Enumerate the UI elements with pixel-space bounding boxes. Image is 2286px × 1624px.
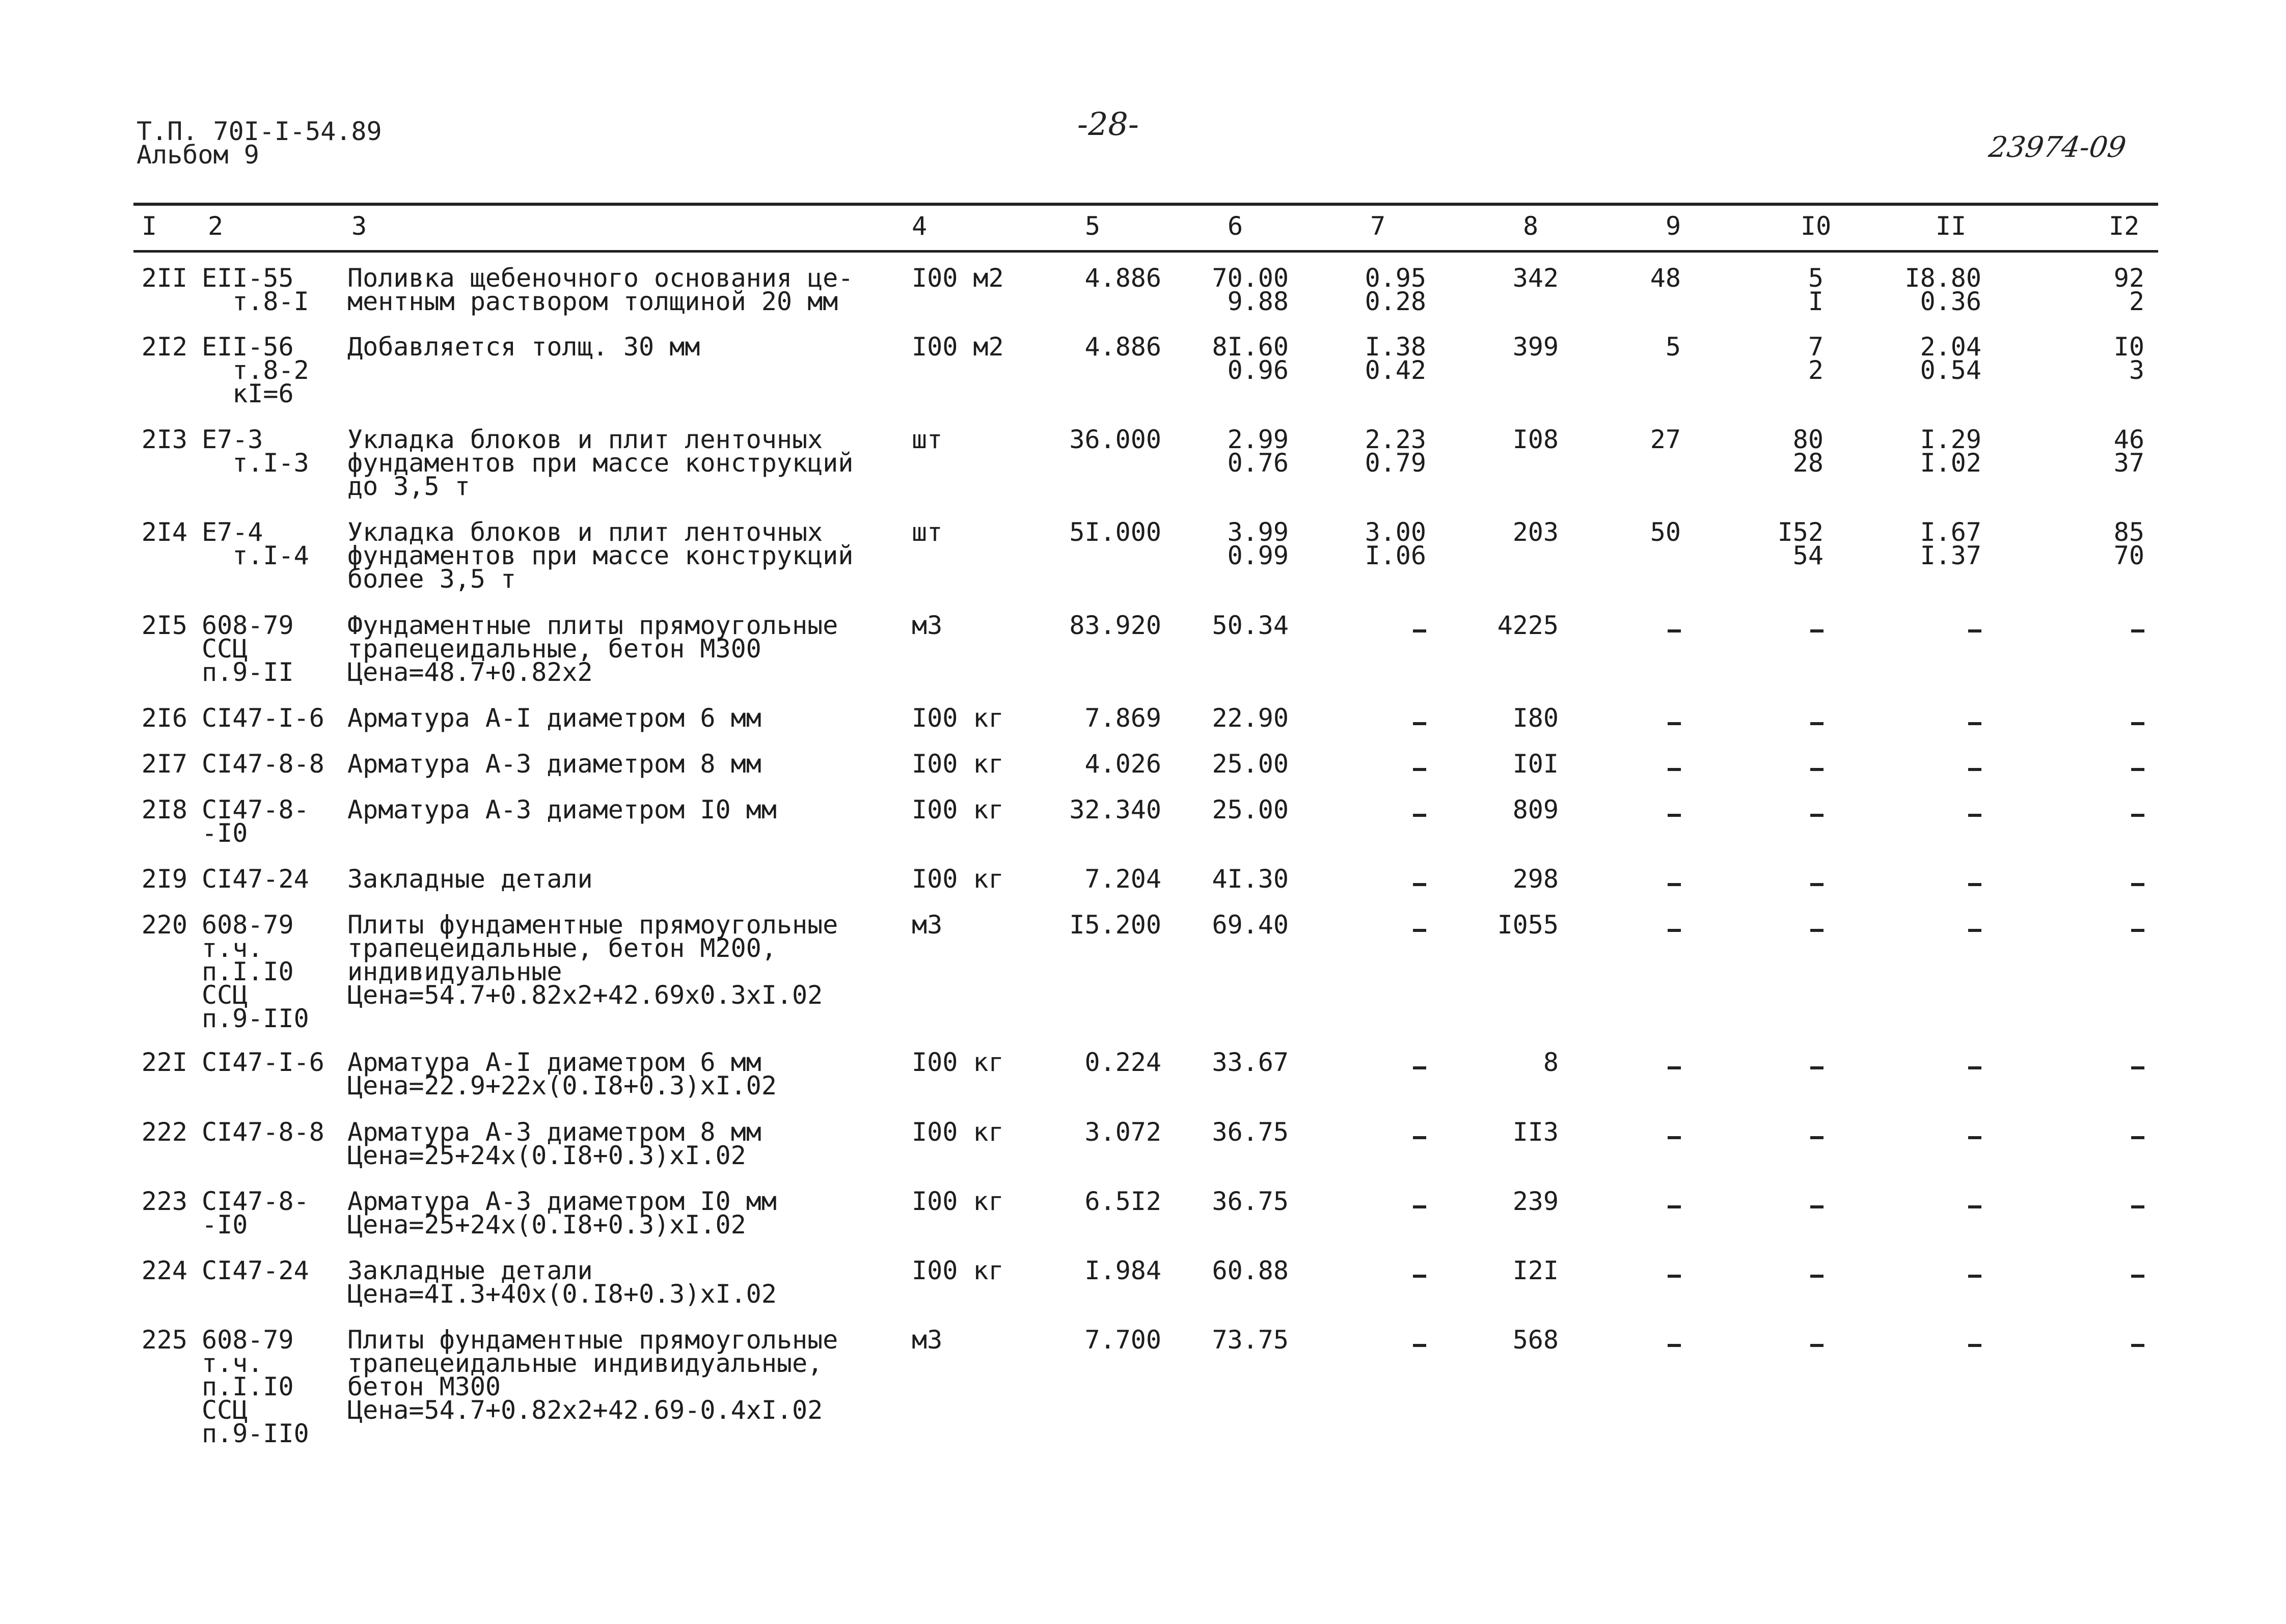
cell-row-number: 2I6 [141,703,187,733]
cell-col-11 [1885,1120,1981,1151]
cell-total-cost: 239 [1512,1187,1559,1216]
cell-col-10 [1752,1190,1824,1220]
cell-unit: I00 м2 [912,263,1004,293]
dash-mark [1413,1205,1426,1208]
column-header: 8 [1523,211,1539,241]
cell-col-12 [2078,614,2144,644]
cell-col-10 [1752,1120,1824,1151]
dash-mark [1413,1275,1426,1278]
cell-col-12 [2078,1259,2144,1289]
cell-quantity: 83.920 [1069,611,1161,640]
cell-col-11 [1885,614,1981,644]
cell-col-11 [1885,913,1981,944]
cell-quantity: 4.026 [1084,749,1161,779]
dash-mark [1413,768,1426,771]
dash-mark [1413,629,1426,632]
dash-mark [1668,1136,1681,1139]
cell-norm-code: 608-79 т.ч. п.I.I0 ССЦ п.9-II0 [202,1325,309,1448]
cell-col-12 [2078,798,2144,829]
dash-mark [2131,1136,2144,1139]
cell-col-10: 7 2 [1808,332,1824,385]
column-header: 7 [1370,211,1386,241]
column-header: I0 [1801,211,1832,241]
cell-unit-cost: 2.99 0.76 [1227,425,1289,478]
cell-col-12 [2078,913,2144,944]
table-top-rule [133,203,2158,206]
cell-total-cost: 399 [1512,332,1559,362]
cell-total-cost: 809 [1512,795,1559,824]
cell-unit: I00 м2 [912,332,1004,362]
cell-row-number: 22I [141,1048,187,1077]
cell-col-12: 46 37 [2113,425,2144,478]
dash-mark [1810,1136,1824,1139]
cell-row-number: 222 [141,1117,187,1147]
column-header: 9 [1666,211,1681,241]
cell-col-11: I8.80 0.36 [1904,263,1981,316]
dash-mark [1968,883,1981,886]
cell-unit: I00 кг [912,1117,1004,1147]
dash-mark [1968,722,1981,725]
dash-mark [1968,1066,1981,1069]
cell-labor-cost [1335,867,1426,898]
cell-work-description: Плиты фундаментные прямоугольные трапецеидальные индивидуальные, бетон М300 Цена=54.7+0.82х2+42.69-0.4хI.02 [347,1325,838,1425]
cell-total-cost: II3 [1512,1117,1559,1147]
cell-col-10 [1752,1328,1824,1359]
cell-work-description: Арматура А-3 диаметром I0 мм Цена=25+24х(0.I8+0.3)хI.02 [347,1187,777,1240]
cell-unit-cost: 36.75 [1212,1117,1289,1147]
cell-norm-code: EII-56 т.8-2 кI=6 [202,332,309,408]
dash-mark [1668,883,1681,886]
cell-col-12: 85 70 [2113,517,2144,570]
cell-col-9 [1610,752,1681,783]
cell-total-cost: 4225 [1497,611,1559,640]
cell-unit: I00 кг [912,749,1004,779]
cell-row-number: 2I9 [141,864,187,894]
cell-col-11 [1885,798,1981,829]
cell-col-10: 5 I [1808,263,1824,316]
cell-row-number: 220 [141,910,187,940]
dash-mark [1810,1066,1824,1069]
dash-mark [1668,1344,1681,1347]
cell-quantity: 32.340 [1069,795,1161,824]
page-number: -28- [1077,105,1139,143]
cell-unit-cost: 4I.30 [1212,864,1289,894]
cell-norm-code: E7-4 т.I-4 [202,517,309,570]
cell-work-description: Укладка блоков и плит ленточных фундаментов при массе конструкций более 3,5 т [347,517,854,594]
column-header: 3 [351,211,367,241]
dash-mark [2131,814,2144,817]
cell-col-9 [1610,1259,1681,1289]
cell-norm-code: 608-79 т.ч. п.I.I0 ССЦ п.9-II0 [202,910,309,1033]
dash-mark [1968,1205,1981,1208]
dash-mark [1810,722,1824,725]
cell-total-cost: 342 [1512,263,1559,293]
cell-row-number: 2I5 [141,611,187,640]
cell-col-12: I0 3 [2113,332,2144,385]
cell-row-number: 2I7 [141,749,187,779]
cell-col-11: 2.04 0.54 [1920,332,1981,385]
column-header: I [142,211,157,241]
dash-mark [1668,1066,1681,1069]
header-bottom-rule [133,250,2158,253]
dash-mark [2131,1275,2144,1278]
cell-col-12 [2078,1328,2144,1359]
cell-col-9 [1610,706,1681,737]
cell-col-11 [1885,1190,1981,1220]
column-header: 5 [1085,211,1101,241]
cell-col-10 [1752,913,1824,944]
dash-mark [2131,1066,2144,1069]
dash-mark [2131,929,2144,932]
dash-mark [1668,768,1681,771]
cell-unit: м3 [912,910,943,940]
cell-col-10 [1752,752,1824,783]
cell-unit-cost: 25.00 [1212,749,1289,779]
cell-unit-cost: 33.67 [1212,1048,1289,1077]
dash-mark [1968,768,1981,771]
dash-mark [1413,722,1426,725]
dash-mark [1668,1275,1681,1278]
cell-norm-code: CI47-24 [202,864,309,894]
cell-unit: I00 кг [912,703,1004,733]
dash-mark [1413,1344,1426,1347]
cell-norm-code: CI47-24 [202,1256,309,1285]
cell-norm-code: EII-55 т.8-I [202,263,309,316]
cell-total-cost: I0I [1512,749,1559,779]
dash-mark [1413,814,1426,817]
cell-unit-cost: 8I.60 0.96 [1212,332,1289,385]
dash-mark [1413,1066,1426,1069]
cell-labor-cost: 3.00 I.06 [1365,517,1426,570]
dash-mark [1810,768,1824,771]
cell-work-description: Добавляется толщ. 30 мм [347,332,700,362]
cell-norm-code: 608-79 ССЦ п.9-II [202,611,294,687]
dash-mark [1968,929,1981,932]
cell-norm-code: CI47-I-6 [202,1048,324,1077]
cell-quantity: 3.072 [1084,1117,1161,1147]
cell-col-9: 50 [1650,517,1681,547]
cell-col-12: 92 2 [2113,263,2144,316]
dash-mark [2131,722,2144,725]
column-header: 6 [1228,211,1243,241]
cell-unit: I00 кг [912,1256,1004,1285]
cell-unit: I00 кг [912,1187,1004,1216]
cell-col-12 [2078,706,2144,737]
cell-unit: м3 [912,1325,943,1355]
cell-work-description: Плиты фундаментные прямоугольные трапецеидальные, бетон М200, индивидуальные Цена=54.7+0.82х2+42.69х0.3хI.02 [347,910,838,1010]
cell-col-10 [1752,706,1824,737]
cell-col-10: 80 28 [1792,425,1824,478]
cell-unit-cost: 25.00 [1212,795,1289,824]
cell-col-9 [1610,1328,1681,1359]
cell-total-cost: I80 [1512,703,1559,733]
cell-unit: I00 кг [912,795,1004,824]
cell-unit-cost: 73.75 [1212,1325,1289,1355]
dash-mark [1810,1205,1824,1208]
cell-unit: I00 кг [912,1048,1004,1077]
dash-mark [1810,883,1824,886]
cell-work-description: Арматура А-I диаметром 6 мм Цена=22.9+22х(0.I8+0.3)хI.02 [347,1048,777,1100]
dash-mark [2131,1205,2144,1208]
cell-quantity: 0.224 [1084,1048,1161,1077]
dash-mark [1810,814,1824,817]
cell-labor-cost: I.38 0.42 [1365,332,1426,385]
album-label: Альбом 9 [137,140,259,170]
cell-total-cost: I055 [1497,910,1559,940]
column-header: 4 [912,211,928,241]
cell-work-description: Поливка щебеночного основания це- ментным раствором толщиной 20 мм [347,263,854,316]
cell-col-10 [1752,1259,1824,1289]
dash-mark [1668,929,1681,932]
dash-mark [1810,929,1824,932]
document-code: Т.П. 70I-I-54.89 [137,117,382,146]
dash-mark [2131,629,2144,632]
cell-col-9: 48 [1650,263,1681,293]
cell-work-description: Закладные детали [347,864,593,894]
cell-unit: I00 кг [912,864,1004,894]
cell-norm-code: CI47-8- -I0 [202,1187,309,1240]
cell-col-12 [2078,1051,2144,1081]
cell-labor-cost [1335,1328,1426,1359]
cell-norm-code: E7-3 т.I-3 [202,425,309,478]
column-header: I2 [2109,211,2140,241]
cell-col-11: I.67 I.37 [1920,517,1981,570]
cell-total-cost: 8 [1543,1048,1559,1077]
cell-col-9 [1610,867,1681,898]
cell-col-9: 5 [1665,332,1681,362]
cell-col-9 [1610,1190,1681,1220]
dash-mark [1810,1275,1824,1278]
dash-mark [1413,1136,1426,1139]
cell-col-11: I.29 I.02 [1920,425,1981,478]
dash-mark [1668,629,1681,632]
cell-labor-cost [1335,1051,1426,1081]
cell-unit: м3 [912,611,943,640]
cell-col-10 [1752,614,1824,644]
cell-work-description: Укладка блоков и плит ленточных фундаментов при массе конструкций до 3,5 т [347,425,854,501]
cell-labor-cost [1335,752,1426,783]
cell-row-number: 2I8 [141,795,187,824]
dash-mark [1810,1344,1824,1347]
cell-work-description: Арматура А-I диаметром 6 мм [347,703,761,733]
cell-work-description: Арматура А-3 диаметром 8 мм Цена=25+24х(0.I8+0.3)хI.02 [347,1117,761,1170]
cell-col-11 [1885,1051,1981,1081]
cell-row-number: 223 [141,1187,187,1216]
cell-norm-code: CI47-I-6 [202,703,324,733]
cell-quantity: 7.700 [1084,1325,1161,1355]
cell-unit-cost: 70.00 9.88 [1212,263,1289,316]
dash-mark [1413,929,1426,932]
cell-col-10 [1752,867,1824,898]
dash-mark [1968,629,1981,632]
cell-total-cost: 298 [1512,864,1559,894]
cell-row-number: 225 [141,1325,187,1355]
dash-mark [1810,629,1824,632]
cell-col-10: I52 54 [1777,517,1824,570]
cell-quantity: 5I.000 [1069,517,1161,547]
cell-quantity: 36.000 [1069,425,1161,454]
cell-col-11 [1885,1328,1981,1359]
cell-col-12 [2078,867,2144,898]
cell-col-11 [1885,752,1981,783]
cell-col-10 [1752,798,1824,829]
cell-labor-cost [1335,1259,1426,1289]
archive-code: 23974-09 [1986,131,2128,164]
cell-col-9 [1610,1051,1681,1081]
dash-mark [2131,1344,2144,1347]
cell-col-9 [1610,614,1681,644]
cell-row-number: 2I3 [141,425,187,454]
cell-labor-cost: 2.23 0.79 [1365,425,1426,478]
cell-unit-cost: 60.88 [1212,1256,1289,1285]
cell-total-cost: I08 [1512,425,1559,454]
dash-mark [2131,768,2144,771]
dash-mark [1968,814,1981,817]
cell-col-11 [1885,1259,1981,1289]
cell-quantity: 4.886 [1084,263,1161,293]
dash-mark [1668,1205,1681,1208]
cell-quantity: 6.5I2 [1084,1187,1161,1216]
cell-unit: шт [912,517,943,547]
cell-col-9 [1610,1120,1681,1151]
dash-mark [1968,1344,1981,1347]
dash-mark [1668,814,1681,817]
cell-unit-cost: 36.75 [1212,1187,1289,1216]
cell-quantity: 4.886 [1084,332,1161,362]
cell-labor-cost: 0.95 0.28 [1365,263,1426,316]
cell-quantity: I.984 [1084,1256,1161,1285]
dash-mark [1968,1275,1981,1278]
cell-col-9: 27 [1650,425,1681,454]
cell-labor-cost [1335,798,1426,829]
cell-row-number: 224 [141,1256,187,1285]
cell-total-cost: I2I [1512,1256,1559,1285]
cell-work-description: Арматура А-3 диаметром 8 мм [347,749,761,779]
cell-total-cost: 203 [1512,517,1559,547]
cell-norm-code: CI47-8-8 [202,749,324,779]
cell-total-cost: 568 [1512,1325,1559,1355]
cell-col-11 [1885,867,1981,898]
cell-quantity: I5.200 [1069,910,1161,940]
column-header: II [1936,211,1967,241]
cell-col-11 [1885,706,1981,737]
cell-unit-cost: 3.99 0.99 [1227,517,1289,570]
cell-row-number: 2I4 [141,517,187,547]
cell-col-12 [2078,1120,2144,1151]
cell-row-number: 2II [141,263,187,293]
cell-labor-cost [1335,913,1426,944]
dash-mark [1968,1136,1981,1139]
cell-unit: шт [912,425,943,454]
cell-quantity: 7.869 [1084,703,1161,733]
cell-unit-cost: 69.40 [1212,910,1289,940]
cell-work-description: Фундаментные плиты прямоугольные трапецеидальные, бетон М300 Цена=48.7+0.82х2 [347,611,838,687]
cell-col-9 [1610,798,1681,829]
cell-row-number: 2I2 [141,332,187,362]
cell-norm-code: CI47-8- -I0 [202,795,309,848]
cell-unit-cost: 22.90 [1212,703,1289,733]
cell-labor-cost [1335,614,1426,644]
cell-work-description: Закладные детали Цена=4I.3+40х(0.I8+0.3)хI.02 [347,1256,777,1309]
cell-unit-cost: 50.34 [1212,611,1289,640]
cell-quantity: 7.204 [1084,864,1161,894]
cell-col-12 [2078,752,2144,783]
cell-norm-code: CI47-8-8 [202,1117,324,1147]
cell-col-9 [1610,913,1681,944]
dash-mark [1413,883,1426,886]
cell-work-description: Арматура А-3 диаметром I0 мм [347,795,777,824]
cell-col-10 [1752,1051,1824,1081]
cell-labor-cost [1335,706,1426,737]
cell-labor-cost [1335,1120,1426,1151]
dash-mark [1668,722,1681,725]
column-header: 2 [208,211,224,241]
cell-labor-cost [1335,1190,1426,1220]
dash-mark [2131,883,2144,886]
cell-col-12 [2078,1190,2144,1220]
